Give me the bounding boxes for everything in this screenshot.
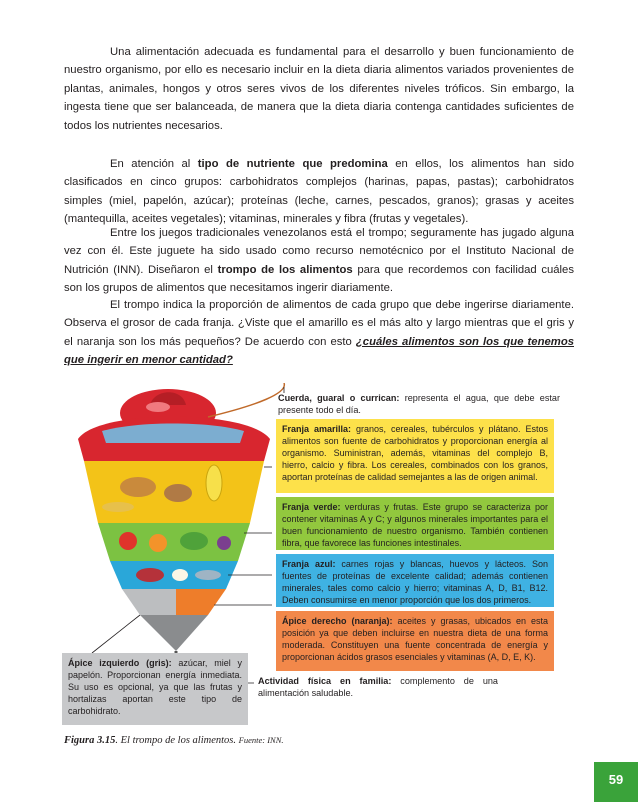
paragraph-2-text-c: en ellos, los alimentos han sido clasificados en cinco grupos: carbohidratos complejos (harinas, papas, pastas); carbohidratos simples (miel, papelón, azúcar); proteínas (leche, carnes, pescados, granos); grasas y aceites (mantequilla, aceites vegetales); vitaminas, minerales y fibra (frutas y vegetales). <box>64 158 574 226</box>
trompo-cap-highlight <box>146 402 170 412</box>
paragraph-2-bold: tipo de nutriente que predomina <box>197 158 388 170</box>
trompo-string <box>208 383 284 417</box>
caption-label: Figura 3.15 <box>64 735 116 746</box>
food-corn <box>206 465 222 501</box>
paragraph-3-text-c: para que recordemos con facilidad cuáles son los grupos de alimentos que necesitamos ingerir diariamente. <box>64 263 574 295</box>
box-franja-azul <box>276 554 554 607</box>
paragraph-3 <box>64 224 574 298</box>
box-apice-naranja <box>276 611 554 671</box>
callout-cuerda-text: representa el agua, que debe estar presente todo el día. <box>278 393 560 416</box>
paragraph-4-text-a: El trompo indica la proporción de alimentos de cada grupo que debe ingerirse diariamente. Observa el grosor de cada franja. ¿Viste que el amarillo es el más alto y largo mientras que el gris y el naranja son los más pequeños? De acuerdo con esto <box>64 299 574 348</box>
box-apice-gris <box>62 653 248 725</box>
figure-trompo <box>58 383 588 728</box>
food-egg <box>172 569 188 581</box>
paragraph-4-question: ¿cuáles alimentos son los que tenemos que ingerir en menor cantidad? <box>64 335 574 367</box>
box-naranja-label: Ápice derecho (naranja): <box>282 616 393 626</box>
food-lettuce <box>180 532 208 550</box>
band-orange <box>176 589 226 615</box>
paragraph-3-text-a: Entre los juegos tradicionales venezolanos está el trompo; seguramente has jugado alguna vez con él. Este juguete ha sido usado como recurso nemotécnico por el Instituto Nacional de Nutrición (INN). Diseñaron el <box>64 227 574 276</box>
box-verde-label: Franja verde: <box>282 502 341 512</box>
box-franja-verde <box>276 497 554 550</box>
food-tomato <box>119 532 137 550</box>
paragraph-2 <box>64 155 574 229</box>
paragraph-1 <box>64 43 574 135</box>
food-plantain <box>102 502 134 512</box>
callout-cuerda <box>278 392 560 417</box>
box-verde-text: verduras y frutas. Este grupo se caracteriza por contener vitaminas A y C; y algunos minerales importantes para el buen funcionamiento de nuestro organismo. También contienen fibra, que favorece las funciones intestinales. <box>282 502 548 549</box>
caption-source: Fuente: INN. <box>238 735 284 745</box>
callout-cuerda-label: Cuerda, guaral o currican: <box>278 393 400 403</box>
figure-caption <box>64 735 284 746</box>
callout-actividad-text: complemento de una alimentación saludable. <box>258 676 498 699</box>
box-gris-text: azúcar, miel y papelón. Proporcionan energía inmediata. Su uso es opcional, ya que las frutas y hortalizas aportan este tipo de carbohidrato. <box>68 658 242 717</box>
food-fish <box>195 570 221 580</box>
callout-actividad <box>258 675 498 700</box>
food-grapes <box>217 536 231 550</box>
page-number: 59 <box>594 762 638 802</box>
band-gray <box>122 589 176 615</box>
box-franja-amarilla <box>276 419 554 493</box>
paragraph-2-text-a: En atención al <box>110 158 198 170</box>
box-amarilla-label: Franja amarilla: <box>282 424 352 434</box>
paragraph-4 <box>64 296 574 370</box>
paragraph-3-bold: trompo de los alimentos <box>217 263 353 276</box>
box-gris-label: Ápice izquierdo (gris): <box>68 658 172 668</box>
caption-text: . El trompo de los alimentos. <box>115 735 239 746</box>
box-amarilla-text: granos, cereales, tubérculos y plátano. Estos alimentos son fuente de carbohidratos y proporcionan energía al organismo. Suministran, además, vitaminas del complejo B, hierro, calcio y fibra. Los cereales, combinados con los granos, aportan proteínas de calidad semejantes a las de origen animal. <box>282 424 548 483</box>
callout-actividad-label: Actividad física en familia: <box>258 676 392 686</box>
box-azul-label: Franja azul: <box>282 559 336 569</box>
food-meat <box>136 568 164 582</box>
box-naranja-text: aceites y grasas, ubicados en esta posición ya que deben incluirse en nuestra dieta de una forma moderada. Constituyen una fuente concentrada de energía y proporcionan ácidos grasos esenciales y vitaminas (A, D, E, K). <box>282 616 548 663</box>
food-orange <box>149 534 167 552</box>
trompo-spindle <box>140 615 208 651</box>
box-azul-text: carnes rojas y blancas, huevos y lácteos. Son fuentes de proteínas de excelente calidad; además contienen minerales, tales como calcio y hierro; vitaminas A, D, B1, B12. Deben consumirse en menor proporción que los dos primeros. <box>282 559 548 606</box>
paragraph-1-text: Una alimentación adecuada es fundamental para el desarrollo y buen funcionamiento de nuestro organismo, por ello es necesario incluir en la dieta diaria alimentos variados provenientes de plantas, animales, hongos y otros seres vivos de los diferentes niveles tróficos. Sin embargo, la ingesta tiene que ser balanceada, de manera que la dieta diaria contenga cantidades suficientes de todos los nutrientes necesarios. <box>64 46 574 132</box>
food-potato <box>164 484 192 502</box>
food-bread <box>120 477 156 497</box>
